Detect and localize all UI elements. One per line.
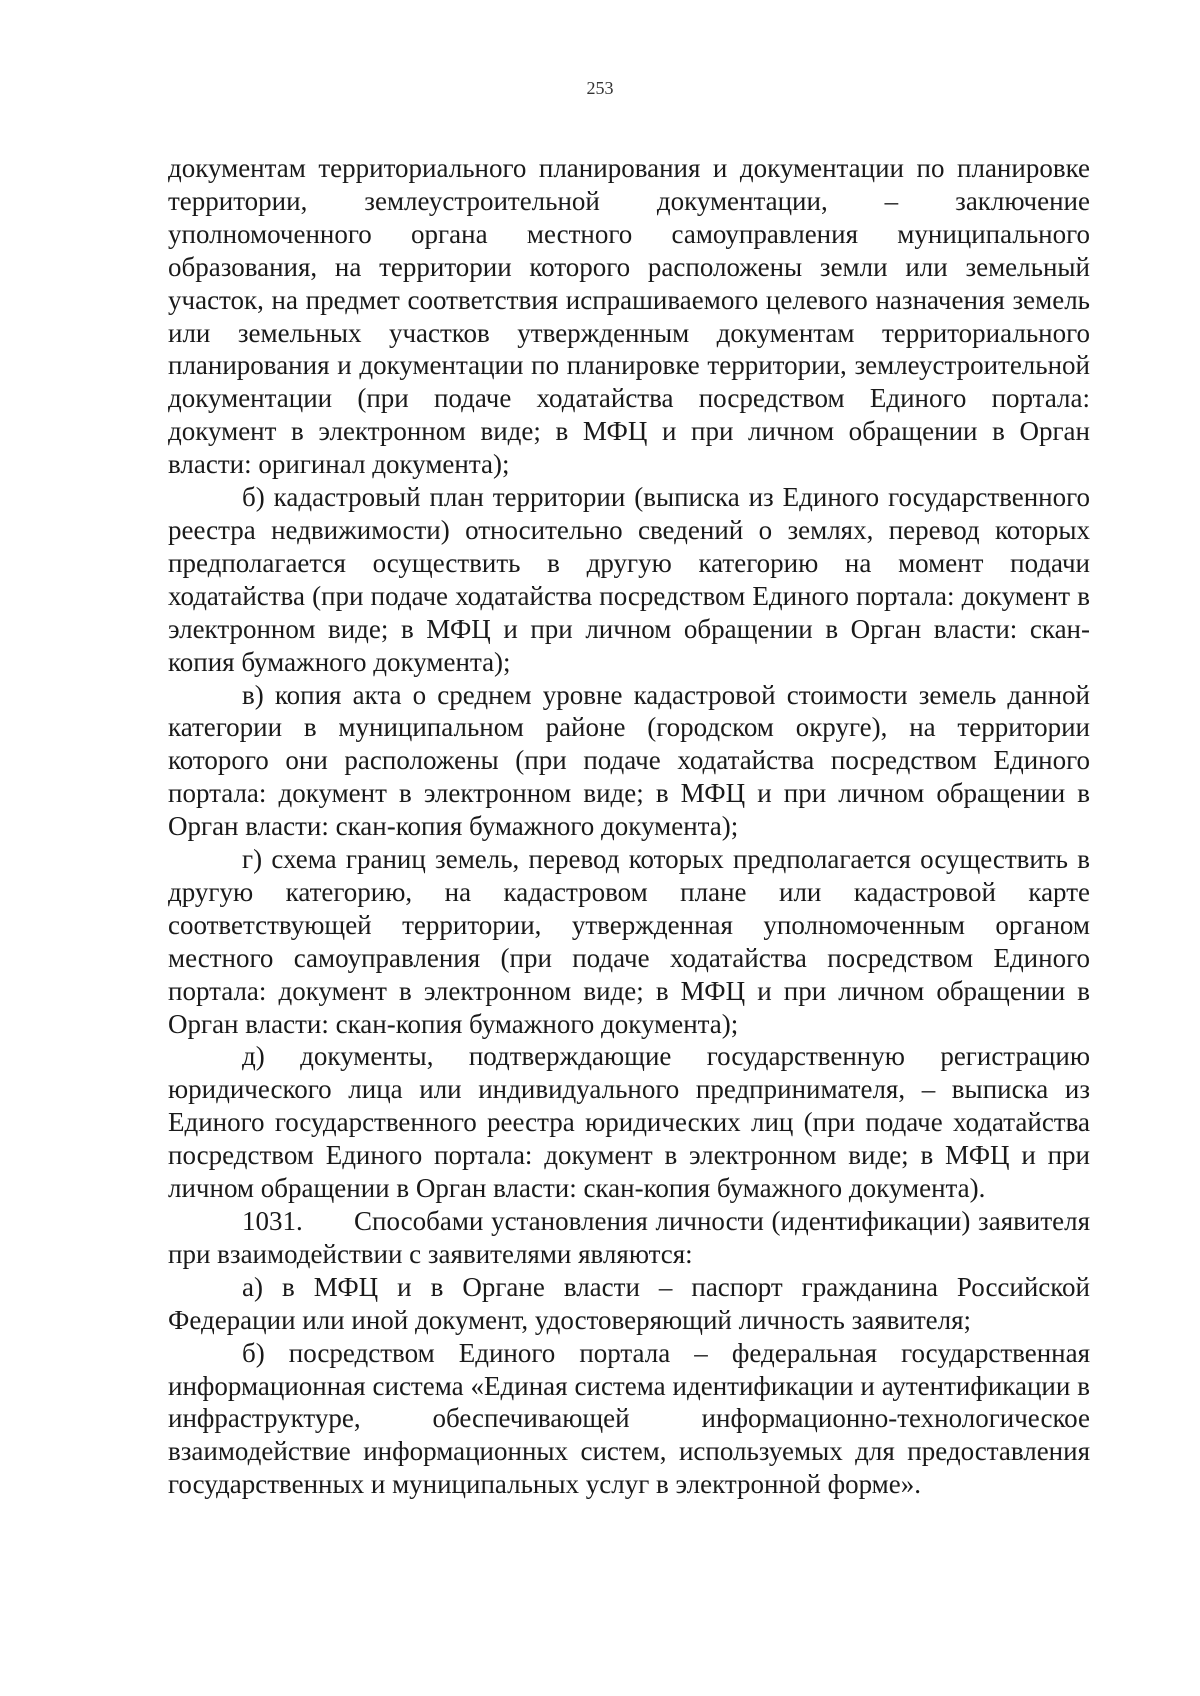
paragraph-item-v: в) копия акта о среднем уровне кадастровой стоимости земель данной категории в муниципальном районе (городском округе), на территории которого они расположены (при подаче ходатайства посредством Единого портала: документ в электронном виде; в МФЦ и при личном обращении в Орган власти: скан-копия бумажного документа);	[168, 679, 1090, 842]
subitem-a: а) в МФЦ и в Органе власти – паспорт гражданина Российской Федерации или иной документ, удостоверяющий личность заявителя;	[168, 1271, 1090, 1335]
page-number: 253	[586, 78, 614, 98]
paragraph-item-b: б) кадастровый план территории (выписка из Единого государственного реестра недвижимости) относительно сведений о землях, перевод которых предполагается осуществить в другую категорию на момент подачи ходатайства (при подаче ходатайства посредством Единого портала: документ в электронном виде; в МФЦ и при личном обращении в Орган власти: скан-копия бумажного документа);	[168, 482, 1090, 677]
point-1031	[168, 1205, 1090, 1271]
point-1031-text: Способами установления личности (идентификации) заявителя при взаимодействии с заявителями являются:	[168, 1206, 1090, 1269]
subitem-b: б) посредством Единого портала – федеральная государственная информационная система «Единая система идентификации и аутентификации в инфраструктуре, обеспечивающей информационно-технологическое взаимодействие информационных систем, используемых для предоставления государственных и муниципальных услуг в электронной форме».	[168, 1337, 1090, 1500]
paragraph-continuation: документам территориального планирования и документации по планировке территории, землеустроительной документации, – заключение уполномоченного органа местного самоуправления муниципального образования, на территории которого расположены земли или земельный участок, на предмет соответствия испрашиваемого целевого назначения земель или земельных участков утвержденным документам территориального планирования и документации по планировке территории, землеустроительной документации (при подаче ходатайства посредством Единого портала: документ в электронном виде; в МФЦ и при личном обращении в Орган власти: оригинал документа);	[168, 153, 1090, 480]
paragraph-item-d: д) документы, подтверждающие государственную регистрацию юридического лица или индивидуального предпринимателя, – выписка из Единого государственного реестра юридических лиц (при подаче ходатайства посредством Единого портала: документ в электронном виде; в МФЦ и при личном обращении в Орган власти: скан-копия бумажного документа).	[168, 1041, 1090, 1204]
paragraph-item-g: г) схема границ земель, перевод которых предполагается осуществить в другую категорию, на кадастровом плане или кадастровой карте соответствующей территории, утвержденная уполномоченным органом местного самоуправления (при подаче ходатайства посредством Единого портала: документ в электронном виде; в МФЦ и при личном обращении в Орган власти: скан-копия бумажного документа);	[168, 844, 1090, 1039]
document-body	[168, 152, 1090, 1501]
point-1031-number: 1031.	[242, 1206, 303, 1236]
